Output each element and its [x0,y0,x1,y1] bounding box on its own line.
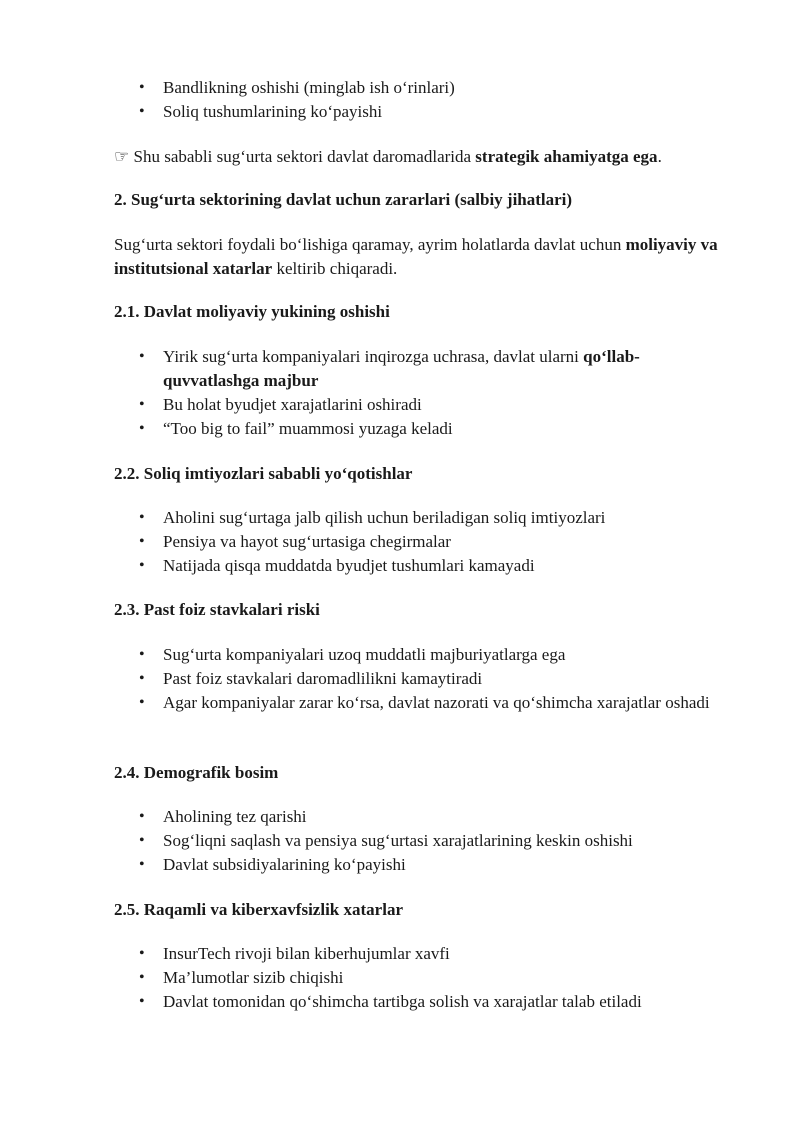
subsection-heading: 2.4. Demografik bosim [114,763,279,782]
list-item: • Aholining tez qarishi [114,805,734,829]
pointing-hand-icon: ☞ [114,147,130,166]
bullet-icon: • [139,993,145,1010]
bullet-icon: • [139,945,145,962]
bullet-icon: • [139,832,145,849]
section-heading: 2. Sug‘urta sektorining davlat uchun zararlari (salbiy jihatlari) [114,190,573,209]
list-item: • Natijada qisqa muddatda byudjet tushumlari kamayadi [114,554,734,578]
list-item: • Soliq tushumlarining ko‘payishi [114,100,734,124]
list-item: • Sug‘urta kompaniyalari uzoq muddatli majburiyatlarga ega [114,643,734,667]
bullet-icon: • [139,969,145,986]
section-paragraph: Sug‘urta sektori foydali bo‘lishiga qaramay, ayrim holatlarda davlat uchun moliyaviy va institutsional xatarlar keltirib chiqaradi. [114,235,718,278]
list-item: • Davlat subsidiyalarining ko‘payishi [114,853,734,877]
bullet-icon: • [139,856,145,873]
bullet-icon: • [139,509,145,526]
bullet-icon: • [139,396,145,413]
list-item: • InsurTech rivoji bilan kiberhujumlar xavfi [114,942,734,966]
list-item: • Sog‘liqni saqlash va pensiya sug‘urtasi xarajatlarining keskin oshishi [114,829,734,853]
list-item: • Pensiya va hayot sug‘urtasiga chegirmalar [114,530,734,554]
subsection-list [114,805,734,877]
subsection-heading: 2.3. Past foiz stavkalari riski [114,600,320,619]
bullet-icon: • [139,103,145,120]
bullet-icon: • [139,348,145,365]
list-item: • Past foiz stavkalari daromadlilikni kamaytiradi [114,667,734,691]
bullet-icon: • [139,79,145,96]
bullet-icon: • [139,670,145,687]
list-item: • Davlat tomonidan qo‘shimcha tartibga solish va xarajatlar talab etiladi [114,990,734,1014]
subsection-list [114,942,734,1014]
bullet-icon: • [139,533,145,550]
list-item: • Ma’lumotlar sizib chiqishi [114,966,734,990]
subsection-heading: 2.2. Soliq imtiyozlari sababli yo‘qotishlar [114,464,413,483]
subsection-list [114,345,734,441]
list-item: • Yirik sug‘urta kompaniyalari inqirozga uchrasa, davlat ularni qo‘llab-quvvatlashga majbur [139,347,640,390]
list-item: • Bu holat byudjet xarajatlarini oshiradi [114,393,734,417]
list-item: • Agar kompaniyalar zarar ko‘rsa, davlat nazorati va qo‘shimcha xarajatlar oshadi [114,691,734,715]
bullet-icon: • [139,646,145,663]
bullet-icon: • [139,808,145,825]
subsection-list [114,506,734,578]
bullet-icon: • [139,694,145,711]
list-item: • Aholini sug‘urtaga jalb qilish uchun beriladigan soliq imtiyozlari [114,506,734,530]
list-item: • Bandlikning oshishi (minglab ish o‘rinlari) [114,76,734,100]
bullet-icon: • [139,557,145,574]
intro-list [114,76,734,124]
subsection-heading: 2.1. Davlat moliyaviy yukining oshishi [114,302,390,321]
bullet-icon: • [139,420,145,437]
subsection-heading: 2.5. Raqamli va kiberxavfsizlik xatarlar [114,900,403,919]
subsection-list [114,643,734,715]
note-paragraph: ☞ Shu sababli sug‘urta sektori davlat daromadlarida strategik ahamiyatga ega. [114,147,662,166]
list-item: • “Too big to fail” muammosi yuzaga keladi [114,417,734,441]
